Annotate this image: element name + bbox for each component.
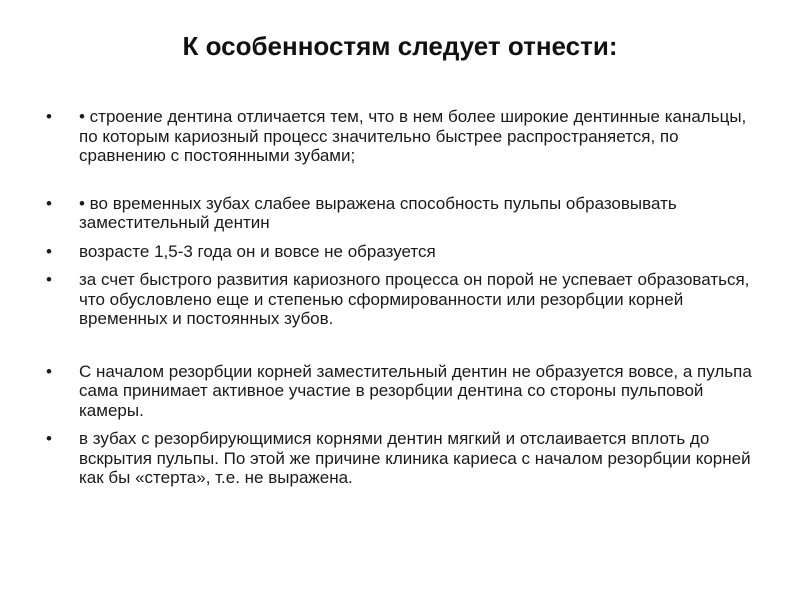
- bullet-icon: •: [46, 429, 52, 448]
- list-item: [46, 429, 758, 488]
- list-item: [46, 362, 758, 421]
- bullet-text: • строение дентина отличается тем, что в нем более широкие дентинные канальцы, по которым кариозный процесс значительно быстрее распространяется, по сравнению с постоянными зубами;: [79, 107, 747, 165]
- bullet-icon: •: [46, 193, 52, 213]
- list-item: [46, 107, 758, 166]
- bullet-icon: •: [46, 361, 52, 381]
- bullet-text: за счет быстрого развития кариозного процесса он порой не успевает образоваться, что обусловлено еще и степенью сформированности или резорбции корней временных и постоянных зубов.: [79, 270, 750, 328]
- bullet-text: • во временных зубах слабее выражена способность пульпы образовывать заместительный дентин: [79, 193, 677, 232]
- list-item: [46, 270, 758, 329]
- bullet-text: в зубах с резорбирующимися корнями дентин мягкий и отслаивается вплоть до вскрытия пульпы. По этой же причине клиника кариеса с началом резорбции корней как бы «стерта», т.е. не выражена.: [79, 429, 751, 487]
- list-item: [46, 242, 758, 262]
- bullet-text: С началом резорбции корней заместительный дентин не образуется вовсе, а пульпа сама принимает активное участие в резорбции дентина со стороны пульповой камеры.: [79, 361, 752, 420]
- bullet-list: [46, 107, 758, 488]
- bullet-icon: •: [46, 270, 52, 289]
- list-item: [46, 194, 758, 233]
- bullet-icon: •: [46, 241, 52, 261]
- bullet-icon: •: [46, 107, 52, 126]
- bullet-text: возрасте 1,5-3 года он и вовсе не образуется: [79, 241, 436, 261]
- slide-title: К особенностям следует отнести:: [182, 31, 618, 61]
